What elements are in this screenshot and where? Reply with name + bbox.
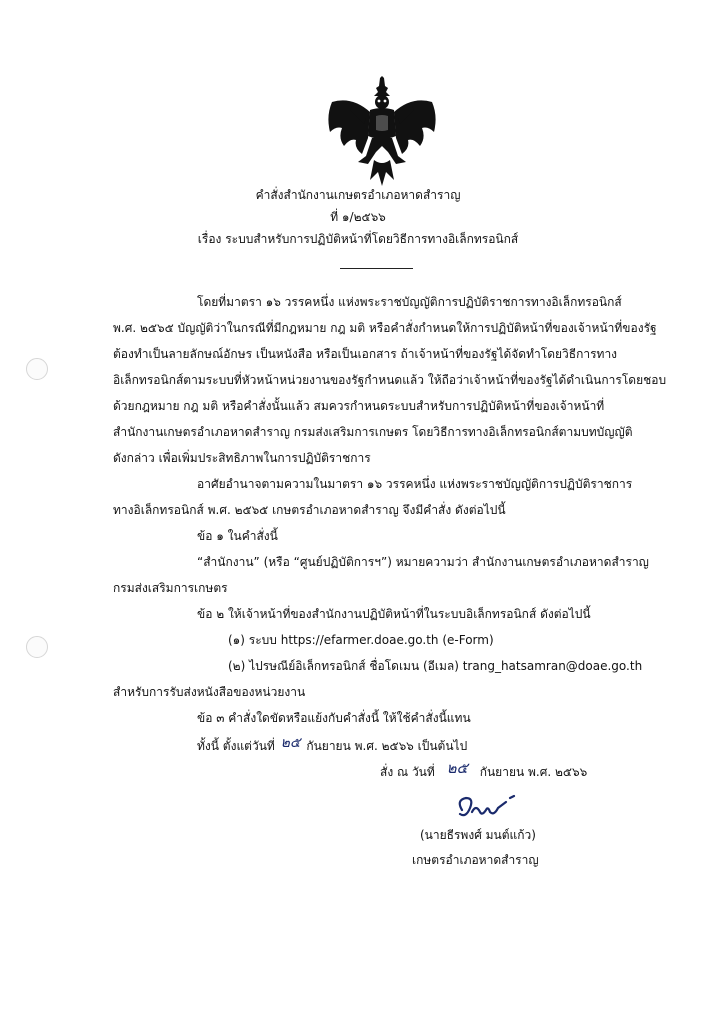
punch-hole — [26, 358, 48, 380]
clause-2-item-1: (๑) ระบบ https://efarmer.doae.go.th (e-Form) — [228, 633, 494, 647]
signature-mark — [452, 790, 526, 826]
clause-2-tail: สำหรับการรับส่งหนังสือของหน่วยงาน — [113, 685, 306, 699]
order-subject: เรื่อง ระบบสำหรับการปฏิบัติหน้าที่โดยวิธีการทางอิเล็กทรอนิกส์ — [197, 232, 519, 246]
paragraph-1-line: อิเล็กทรอนิกส์ตามระบบที่หัวหน้าหน่วยงานของรัฐกำหนดแล้ว ให้ถือว่าเจ้าหน้าที่ของรัฐได้ดำเนินการโดยชอบ — [113, 373, 667, 387]
paragraph-1-line: สำนักงานเกษตรอำเภอหาดสำราญ กรมส่งเสริมการเกษตร โดยวิธีการทางอิเล็กทรอนิกส์ตามบทบัญญัติ — [113, 425, 633, 439]
paragraph-1-line: ด้วยกฎหมาย กฎ มติ หรือคำสั่งนั้นแล้ว สมควรกำหนดระบบสำหรับการปฏิบัติหน้าที่ของเจ้าหน้าที่ — [113, 399, 605, 413]
handwritten-day: ๒๕ — [446, 759, 468, 777]
paragraph-1-line: ต้องทำเป็นลายลักษณ์อักษร เป็นหนังสือ หรือเป็นเอกสาร ถ้าเจ้าหน้าที่ของรัฐได้จัดทำโดยวิธีการทาง — [113, 347, 618, 361]
ordered-date — [380, 759, 588, 781]
clause-2-heading: ข้อ ๒ ให้เจ้าหน้าที่ของสำนักงานปฏิบัติหน้าที่ในระบบอิเล็กทรอนิกส์ ดังต่อไปนี้ — [197, 607, 591, 621]
clause-1-definition-cont: กรมส่งเสริมการเกษตร — [113, 581, 228, 595]
header-divider — [340, 268, 413, 269]
clause-1-definition: “สำนักงาน” (หรือ “ศูนย์ปฏิบัติการฯ”) หมายความว่า สำนักงานเกษตรอำเภอหาดสำราญ — [197, 555, 649, 569]
order-office-title: คำสั่งสำนักงานเกษตรอำเภอหาดสำราญ — [255, 188, 461, 202]
clause-2-item-2: (๒) ไปรษณีย์อิเล็กทรอนิกส์ ชื่อโดเมน (อีเมล) trang_hatsamran@doae.go.th — [228, 659, 643, 673]
signatory-position: เกษตรอำเภอหาดสำราญ — [412, 853, 539, 867]
signatory-name: (นายธีรพงศ์ มนต์แก้ว) — [420, 828, 536, 842]
clause-1-heading: ข้อ ๑ ในคำสั่งนี้ — [197, 529, 278, 543]
order-number: ที่ ๑/๒๕๖๖ — [330, 210, 386, 224]
effective-date — [197, 737, 467, 755]
paragraph-2-line: อาศัยอำนาจตามความในมาตรา ๑๖ วรรคหนึ่ง แห่งพระราชบัญญัติการปฏิบัติราชการ — [197, 477, 633, 491]
clause-3: ข้อ ๓ คำสั่งใดขัดหรือแย้งกับคำสั่งนี้ ให้ใช้คำสั่งนี้แทน — [197, 711, 471, 725]
garuda-emblem-icon — [322, 76, 442, 188]
effective-date-prefix: ทั้งนี้ ตั้งแต่วันที่ — [197, 739, 275, 753]
paragraph-2-line: ทางอิเล็กทรอนิกส์ พ.ศ. ๒๕๖๕ เกษตรอำเภอหาดสำราญ จึงมีคำสั่ง ดังต่อไปนี้ — [113, 503, 506, 517]
handwritten-day: ๒๕ — [280, 735, 301, 751]
punch-hole — [26, 636, 48, 658]
paragraph-1-line: พ.ศ. ๒๕๖๕ บัญญัติว่าในกรณีที่มีกฎหมาย กฎ มติ หรือคำสั่งกำหนดให้การปฏิบัติหน้าที่ของเจ้าหน้าที่ของรัฐ — [113, 321, 657, 335]
ordered-date-prefix: สั่ง ณ วันที่ — [380, 765, 435, 779]
ordered-date-suffix: กันยายน พ.ศ. ๒๕๖๖ — [479, 765, 588, 779]
paragraph-1-line: ดังกล่าว เพื่อเพิ่มประสิทธิภาพในการปฏิบัติราชการ — [113, 451, 371, 465]
effective-date-suffix: กันยายน พ.ศ. ๒๕๖๖ เป็นต้นไป — [306, 739, 468, 753]
paragraph-1-line: โดยที่มาตรา ๑๖ วรรคหนึ่ง แห่งพระราชบัญญัติการปฏิบัติราชการทางอิเล็กทรอนิกส์ — [197, 295, 622, 309]
